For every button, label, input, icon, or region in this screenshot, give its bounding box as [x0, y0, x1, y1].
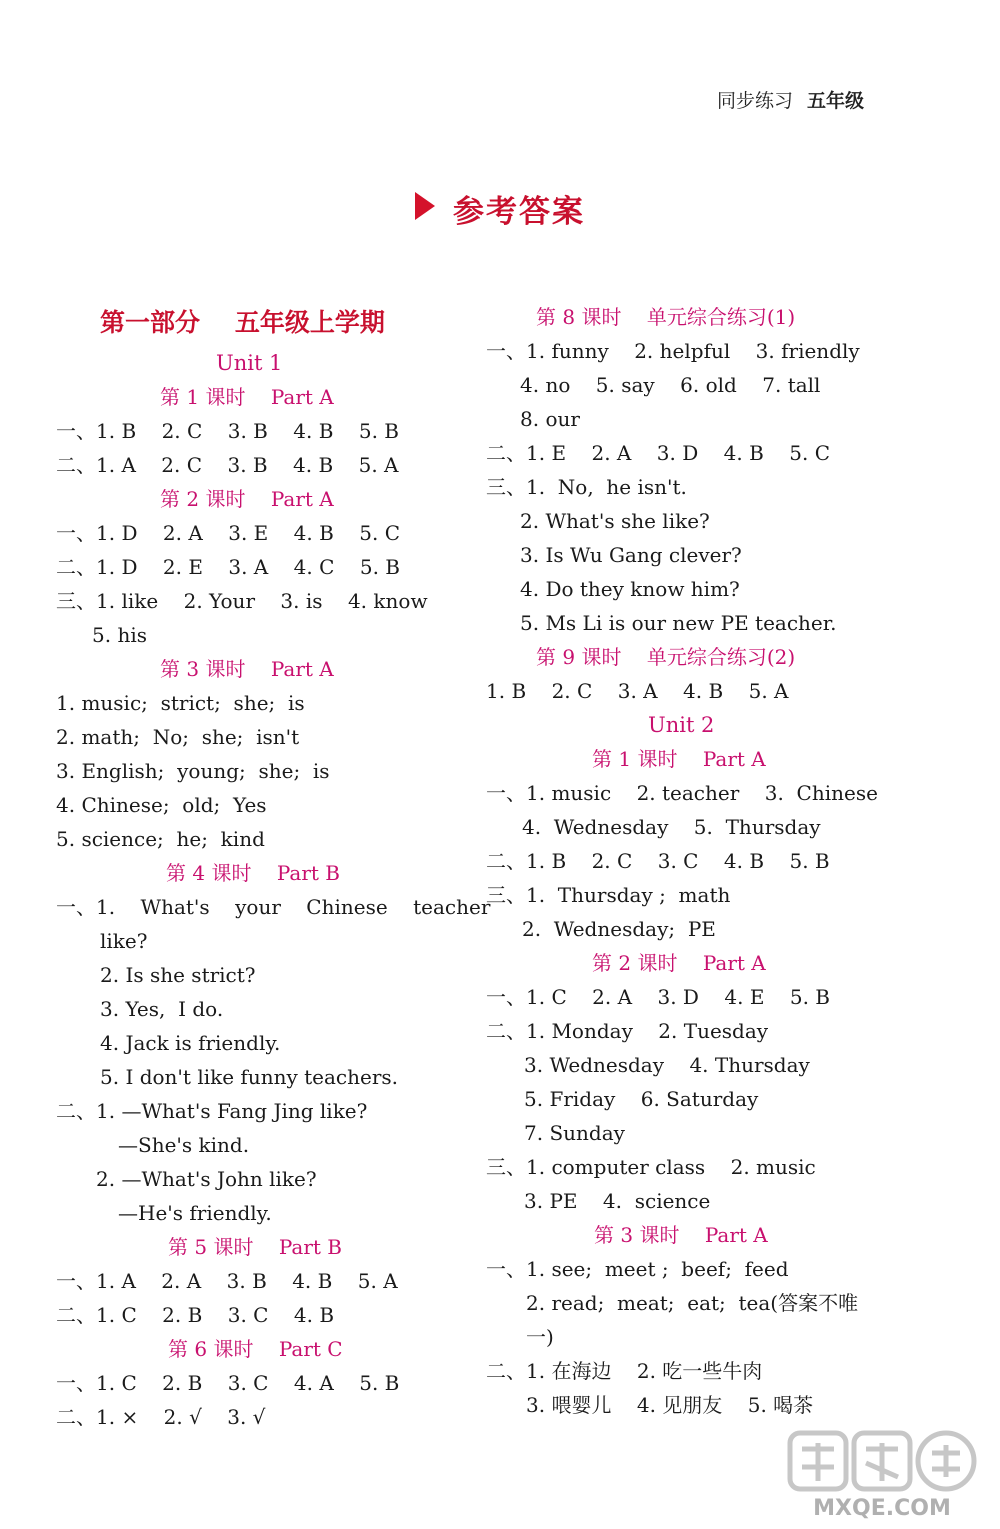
watermark-site: MXQE.COM [813, 1496, 951, 1521]
left-line-23: 二、1. —What's Fang Jing like? [56, 1099, 368, 1123]
right-line-20: 一、1. C 2. A 3. D 4. E 5. B [486, 985, 830, 1009]
play-triangle-icon [415, 192, 435, 220]
right-line-31: 二、1. 在海边 2. 吃一些牛肉 [486, 1359, 763, 1383]
right-line-16: 二、1. B 2. C 3. C 4. B 5. B [486, 849, 830, 873]
left-lesson-27: 第 5 课时 Part B [168, 1235, 343, 1259]
page-title: 参考答案 [453, 194, 585, 230]
title-area [0, 186, 1000, 231]
left-lesson-5: 第 2 课时 Part A [160, 487, 334, 511]
right-line-14: 一、1. music 2. teacher 3. Chinese [486, 781, 878, 805]
left-line-15: 5. science; he; kind [56, 827, 265, 851]
left-answer-column [56, 300, 491, 1434]
header-grade: 五年级 [806, 90, 864, 112]
right-line-4: 二、1. E 2. A 3. D 4. B 5. C [486, 441, 830, 465]
right-lesson-10: 第 9 课时 单元综合练习(2) [536, 645, 796, 669]
left-line-19: 2. Is she strict? [100, 963, 256, 987]
left-line-14: 4. Chinese; old; Yes [56, 793, 267, 817]
right-line-22: 3. Wednesday 4. Thursday [524, 1053, 810, 1077]
left-lesson-30: 第 6 课时 Part C [168, 1337, 343, 1361]
left-lesson-2: 第 1 课时 Part A [160, 385, 334, 409]
left-line-9: 5. his [92, 623, 147, 647]
right-line-18: 2. Wednesday; PE [522, 917, 716, 941]
left-unit-1: Unit 1 [216, 351, 283, 375]
left-line-28: 一、1. A 2. A 3. B 4. B 5. A [56, 1269, 398, 1293]
left-section-0: 第一部分 五年级上学期 [100, 308, 385, 337]
right-line-30: 一) [526, 1325, 554, 1349]
left-line-3: 一、1. B 2. C 3. B 4. B 5. B [56, 419, 400, 443]
left-line-32: 二、1. × 2. √ 3. √ [56, 1405, 266, 1429]
left-line-24: —She's kind. [118, 1133, 250, 1157]
right-line-21: 二、1. Monday 2. Tuesday [486, 1019, 769, 1043]
left-line-13: 3. English; young; she; is [56, 759, 330, 783]
left-line-21: 4. Jack is friendly. [100, 1031, 281, 1055]
header-series: 同步练习 [716, 90, 793, 112]
right-line-28: 一、1. see; meet ; beef; feed [486, 1257, 789, 1281]
right-line-24: 7. Sunday [524, 1121, 625, 1145]
watermark-logo-icon [782, 1423, 982, 1523]
right-line-25: 三、1. computer class 2. music [486, 1155, 816, 1179]
right-answer-column [486, 300, 906, 1422]
title-block [415, 186, 585, 231]
left-line-17: 一、1. What's your Chinese teacher [56, 895, 491, 919]
right-line-23: 5. Friday 6. Saturday [524, 1087, 759, 1111]
left-line-8: 三、1. like 2. Your 3. is 4. know [56, 589, 428, 613]
left-line-29: 二、1. C 2. B 3. C 4. B [56, 1303, 335, 1327]
left-line-22: 5. I don't like funny teachers. [100, 1065, 399, 1089]
left-line-12: 2. math; No; she; isn't [56, 725, 300, 749]
left-lesson-10: 第 3 课时 Part A [160, 657, 334, 681]
left-line-11: 1. music; strict; she; is [56, 691, 305, 715]
left-line-7: 二、1. D 2. E 3. A 4. C 5. B [56, 555, 400, 579]
right-line-3: 8. our [520, 407, 580, 431]
right-line-17: 三、1. Thursday ; math [486, 883, 731, 907]
right-lesson-27: 第 3 课时 Part A [594, 1223, 768, 1247]
right-line-5: 三、1. No, he isn't. [486, 475, 687, 499]
left-line-20: 3. Yes, I do. [100, 997, 224, 1021]
right-lesson-19: 第 2 课时 Part A [592, 951, 766, 975]
right-line-1: 一、1. funny 2. helpful 3. friendly [486, 339, 860, 363]
right-line-9: 5. Ms Li is our new PE teacher. [520, 611, 837, 635]
left-line-4: 二、1. A 2. C 3. B 4. B 5. A [56, 453, 399, 477]
left-line-26: —He's friendly. [118, 1201, 272, 1225]
left-line-18: like? [100, 929, 148, 953]
right-line-6: 2. What's she like? [520, 509, 710, 533]
right-line-7: 3. Is Wu Gang clever? [520, 543, 742, 567]
left-line-31: 一、1. C 2. B 3. C 4. A 5. B [56, 1371, 400, 1395]
right-line-8: 4. Do they know him? [520, 577, 740, 601]
right-lesson-0: 第 8 课时 单元综合练习(1) [536, 305, 796, 329]
right-line-2: 4. no 5. say 6. old 7. tall [520, 373, 821, 397]
right-line-29: 2. read; meat; eat; tea(答案不唯 [526, 1291, 859, 1315]
right-line-32: 3. 喂婴儿 4. 见朋友 5. 喝茶 [526, 1393, 814, 1417]
right-line-26: 3. PE 4. science [524, 1189, 711, 1213]
left-lesson-16: 第 4 课时 Part B [166, 861, 341, 885]
right-line-11: 1. B 2. C 3. A 4. B 5. A [486, 679, 789, 703]
right-line-15: 4. Wednesday 5. Thursday [522, 815, 821, 839]
left-line-6: 一、1. D 2. A 3. E 4. B 5. C [56, 521, 400, 545]
page-header [717, 86, 864, 113]
left-line-25: 2. —What's John like? [96, 1167, 317, 1191]
right-lesson-13: 第 1 课时 Part A [592, 747, 766, 771]
right-unit-12: Unit 2 [648, 713, 715, 737]
